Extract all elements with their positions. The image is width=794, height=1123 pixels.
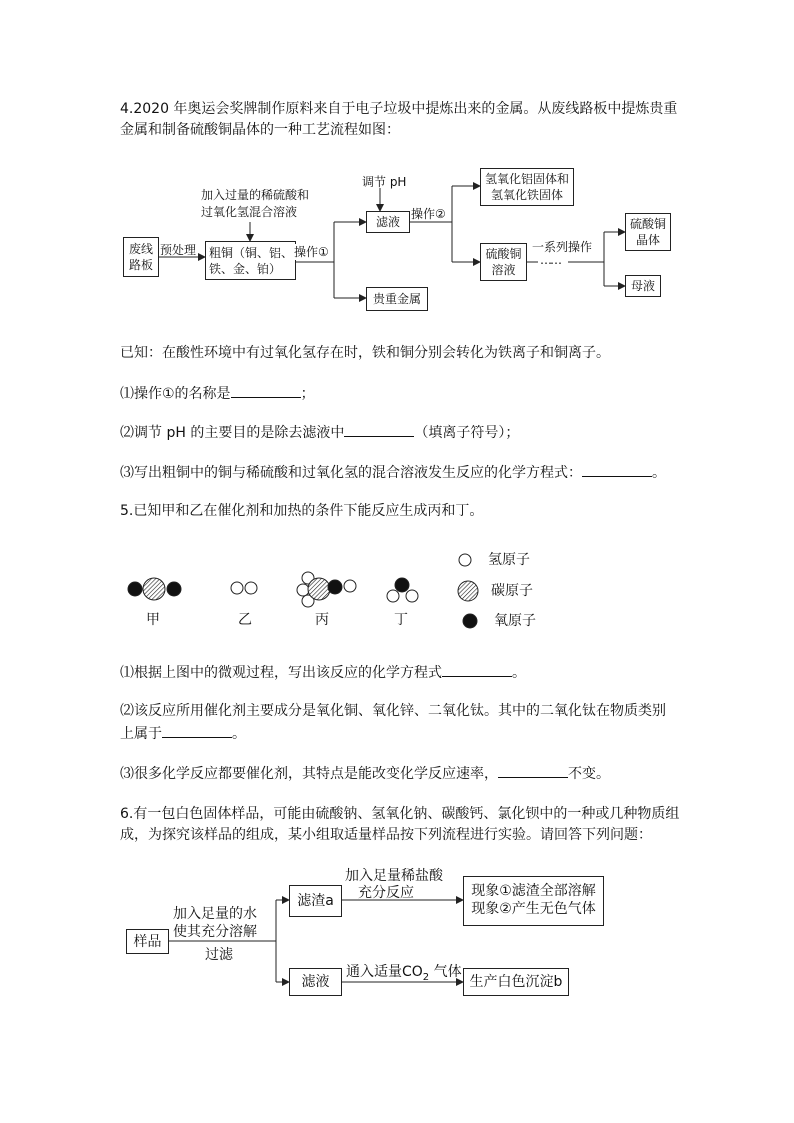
label-jia: 甲 [146, 612, 160, 628]
q4-sub1-end: ； [300, 386, 315, 402]
co2-label-text: 通入适量CO [346, 964, 423, 980]
label-bing: 丙 [315, 612, 329, 628]
filtrate-box: 滤液 [366, 211, 410, 233]
copper-sulfate-solution-line2: 溶液 [491, 263, 516, 277]
q5-sub2-end: 。 [232, 726, 246, 742]
precious-metal-box: 贵重金属 [366, 287, 428, 311]
q5-stem: 5.已知甲和乙在催化剂和加热的条件下能反应生成丙和丁。 [120, 503, 484, 519]
q4-sub3-end: 。 [652, 465, 666, 481]
reagent-label-line1: 加入过量的稀硫酸和 [201, 188, 310, 202]
residue-a-box: 滤渣a [289, 885, 342, 917]
filtrate-box-q6: 滤液 [289, 968, 342, 996]
legend-carbon: 碳原子 [491, 583, 533, 599]
filter-label: 过滤 [205, 947, 233, 963]
co2-subscript: 2 [422, 971, 430, 983]
mother-liquor-box: 母液 [625, 275, 661, 297]
legend-hydrogen: 氢原子 [488, 552, 530, 568]
waste-circuit-board-line1: 废线 [128, 242, 153, 256]
copper-sulfate-solution-line1: 硫酸铜 [485, 247, 522, 261]
crude-copper-line2: 铁、金、铂） [209, 262, 282, 276]
hydroxide-solids-line2: 氢氧化铁固体 [490, 188, 563, 202]
phenomena-box [463, 876, 604, 926]
sample-box: 样品 [126, 929, 169, 954]
q5-sub2-text: 上属于 [120, 726, 162, 742]
q5-sub3-end: 不变。 [568, 766, 610, 782]
q5-sub3-text: ⑶很多化学反应都要催化剂，其特点是能改变化学反应速率， [120, 766, 498, 782]
q4-stem-line2: 金属和制备硫酸铜晶体的一种工艺流程如图： [120, 122, 400, 138]
q5-sub1-end: 。 [512, 665, 526, 681]
ellipsis-dots: …… [540, 253, 560, 267]
series-operation-label: 一系列操作 [532, 240, 593, 254]
q4-sub2-end: （填离子符号）； [414, 425, 520, 441]
operation-1-label: 操作① [294, 245, 329, 259]
reagent-label-line2: 过氧化氢混合溶液 [201, 205, 298, 219]
q4-sub3-text: ⑶写出粗铜中的铜与稀硫酸和过氧化氢的混合溶液发生反应的化学方程式： [120, 465, 582, 481]
q6-stem-line2: 成，为探究该样品的组成，某小组取适量样品按下列流程进行实验。请回答下列问题： [120, 827, 652, 843]
add-hcl-line2: 充分反应 [358, 885, 414, 901]
copper-sulfate-crystal-line2: 晶体 [635, 233, 660, 247]
q5-sub1-text: ⑴根据上图中的微观过程，写出该反应的化学方程式 [120, 665, 442, 681]
add-water-line2: 使其充分溶解 [173, 924, 257, 940]
white-precipitate-box: 生产白色沉淀b [463, 968, 569, 996]
q4-sub1-text: ⑴操作①的名称是 [120, 386, 231, 402]
add-water-line1: 加入足量的水 [173, 906, 257, 922]
q4-stem-line1: 4.2020 年奥运会奖牌制作原料来自于电子垃圾中提炼出来的金属。从废线路板中提炼贵重 [120, 101, 678, 117]
q6-stem-line1: 6.有一包白色固体样品，可能由硫酸钠、氢氧化钠、碳酸钙、氯化钡中的一种或几种物质组 [120, 806, 680, 822]
adjust-ph-label: 调节 pH [362, 175, 407, 189]
q4-sub2-text: ⑵调节 pH 的主要目的是除去滤液中 [120, 425, 345, 441]
hydroxide-solids-line1: 氢氧化铝固体和 [484, 172, 569, 186]
operation-2-label: 操作② [411, 207, 446, 221]
phenomenon-1: 现象①滤渣全部溶解 [471, 883, 596, 899]
copper-sulfate-crystal-line1: 硫酸铜 [629, 217, 666, 231]
co2-label [346, 963, 462, 987]
legend-oxygen: 氧原子 [494, 613, 536, 629]
label-ding: 丁 [394, 612, 408, 628]
q5-sub2-line1: ⑵该反应所用催化剂主要成分是氧化铜、氧化锌、二氧化钛。其中的二氧化钛在物质类别 [120, 703, 666, 719]
add-hcl-line1: 加入足量稀盐酸 [345, 868, 443, 884]
crude-copper-line1: 粗铜（铜、铝、 [209, 246, 294, 260]
q4-known-condition: 已知：在酸性环境中有过氧化氢存在时，铁和铜分别会转化为铁离子和铜离子。 [120, 345, 610, 361]
pretreatment-label: 预处理 [160, 243, 197, 257]
waste-circuit-board-line2: 路板 [128, 258, 153, 272]
co2-label-gas: 气体 [429, 964, 462, 980]
phenomenon-2: 现象②产生无色气体 [471, 901, 596, 917]
label-yi: 乙 [238, 612, 252, 628]
